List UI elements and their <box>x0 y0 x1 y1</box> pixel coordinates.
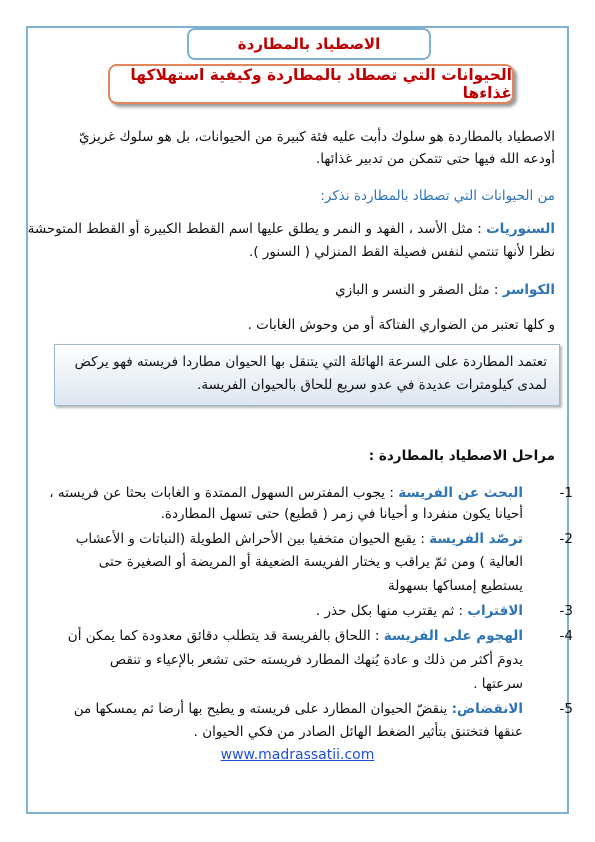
stage-2-line-2: العالية ) ومن ثمّ يراقب و يختار الفريسة الضعيفة أو المريضة أو الصغيرة حتى <box>98 554 523 570</box>
page-subtitle: الحيوانات التي تصطاد بالمطاردة وكيفية استهلاكها غذاءها <box>108 64 514 104</box>
raptors-text: : مثل الصقر و النسر و البازي <box>335 282 499 298</box>
stage-2-line-1 <box>76 530 523 548</box>
raptors-line <box>335 281 555 299</box>
stage-1-label: البحث عن الفريسة <box>398 485 523 501</box>
stage-4-label: الهجوم على الفريسة <box>383 628 523 644</box>
note-line-2: لمدى كيلومترات عديدة في عدو سريع للحاق بالحيوان الفريسة. <box>197 377 547 393</box>
animals-heading: من الحيوانات التي تصطاد بالمطاردة نذكر: <box>320 188 555 204</box>
stage-4-line-1 <box>68 627 523 645</box>
felines-line-1 <box>28 220 555 238</box>
stage-1-line-1 <box>49 484 523 502</box>
note-line-1: تعتمد المطاردة على السرعة الهائلة التي يتنقل بها الحيوان مطاردا فريسته فهو يركض <box>74 354 547 370</box>
stage-2-text: : يقبع الحيوان متخفيا بين الأحراش الطويلة (النباتات و الأعشاب <box>75 531 425 547</box>
stage-1-line-2: أحيانا يكون منفردا و أحيانا في زمر ( قطيع) حتى تسهل المطاردة. <box>160 506 523 522</box>
felines-line-2: نظرا لأنها تنتمي لنفس فصيلة القط المنزلي ( السنور ). <box>249 244 555 260</box>
stage-3-text: : ثم يقترب منها بكل حذر . <box>315 603 464 619</box>
stage-1-text: : يجوب المفترس السهول الممتدة و الغابات بحثا عن فريسته ، <box>49 485 394 501</box>
stage-number: -4 <box>559 628 573 644</box>
stage-2-label: ترصّد الفريسة <box>429 531 523 547</box>
stage-2-line-3: يستطيع إمساكها بسهولة <box>387 578 523 594</box>
intro-line-1: الاصطياد بالمطاردة هو سلوك دأبت عليه فئة كبيرة من الحيوانات، بل هو سلوك غريزيّ <box>78 129 555 145</box>
felines-text: : مثل الأسد ، الفهد و النمر و يطلق عليها اسم القطط الكبيرة أو القطط المتوحشة <box>27 221 482 237</box>
felines-label: السنوريات <box>486 221 555 237</box>
stage-5-text: ينقضّ الحيوان المطارد على فريسته و يطيح بها أرضا ثم يمسكها من <box>73 701 448 717</box>
stage-3-line-1 <box>316 602 523 620</box>
stage-3-label: الاقتراب <box>467 603 523 619</box>
page-title: الاصطياد بالمطاردة <box>187 28 431 60</box>
stages-heading: مراحل الاصطياد بالمطاردة : <box>368 448 555 464</box>
stage-number: -2 <box>559 531 573 547</box>
stage-number: -1 <box>559 485 573 501</box>
stage-number: -5 <box>559 701 573 717</box>
stage-4-line-3: سرعتها . <box>473 676 523 692</box>
stage-5-label: الانقضاض: <box>451 701 523 717</box>
animals-summary: و كلها تعتبر من الضواري الفتاكة أو من وحوش الغابات . <box>247 317 555 333</box>
stage-5-line-2: عنقها فتختنق بتأثير الضغط الهائل الصادر من فكي الحيوان . <box>193 724 523 740</box>
note-box <box>54 344 560 406</box>
stage-4-line-2: يدومَ أكثر من ذلك و عادة يُنهك المطارد فريسته حتى تشعر بالإعياء و تنقص <box>109 652 523 668</box>
intro-line-2: أودعه الله فيها حتى تتمكن من تدبير غذائها. <box>316 151 555 167</box>
stage-5-line-1 <box>74 700 523 718</box>
raptors-label: الكواسر <box>502 282 555 298</box>
website-link[interactable]: www.madrassatii.com <box>220 747 375 763</box>
stage-number: -3 <box>559 603 573 619</box>
stage-4-text: : اللحاق بالفريسة قد يتطلب دقائق معدودة كما يمكن أن <box>67 628 380 644</box>
